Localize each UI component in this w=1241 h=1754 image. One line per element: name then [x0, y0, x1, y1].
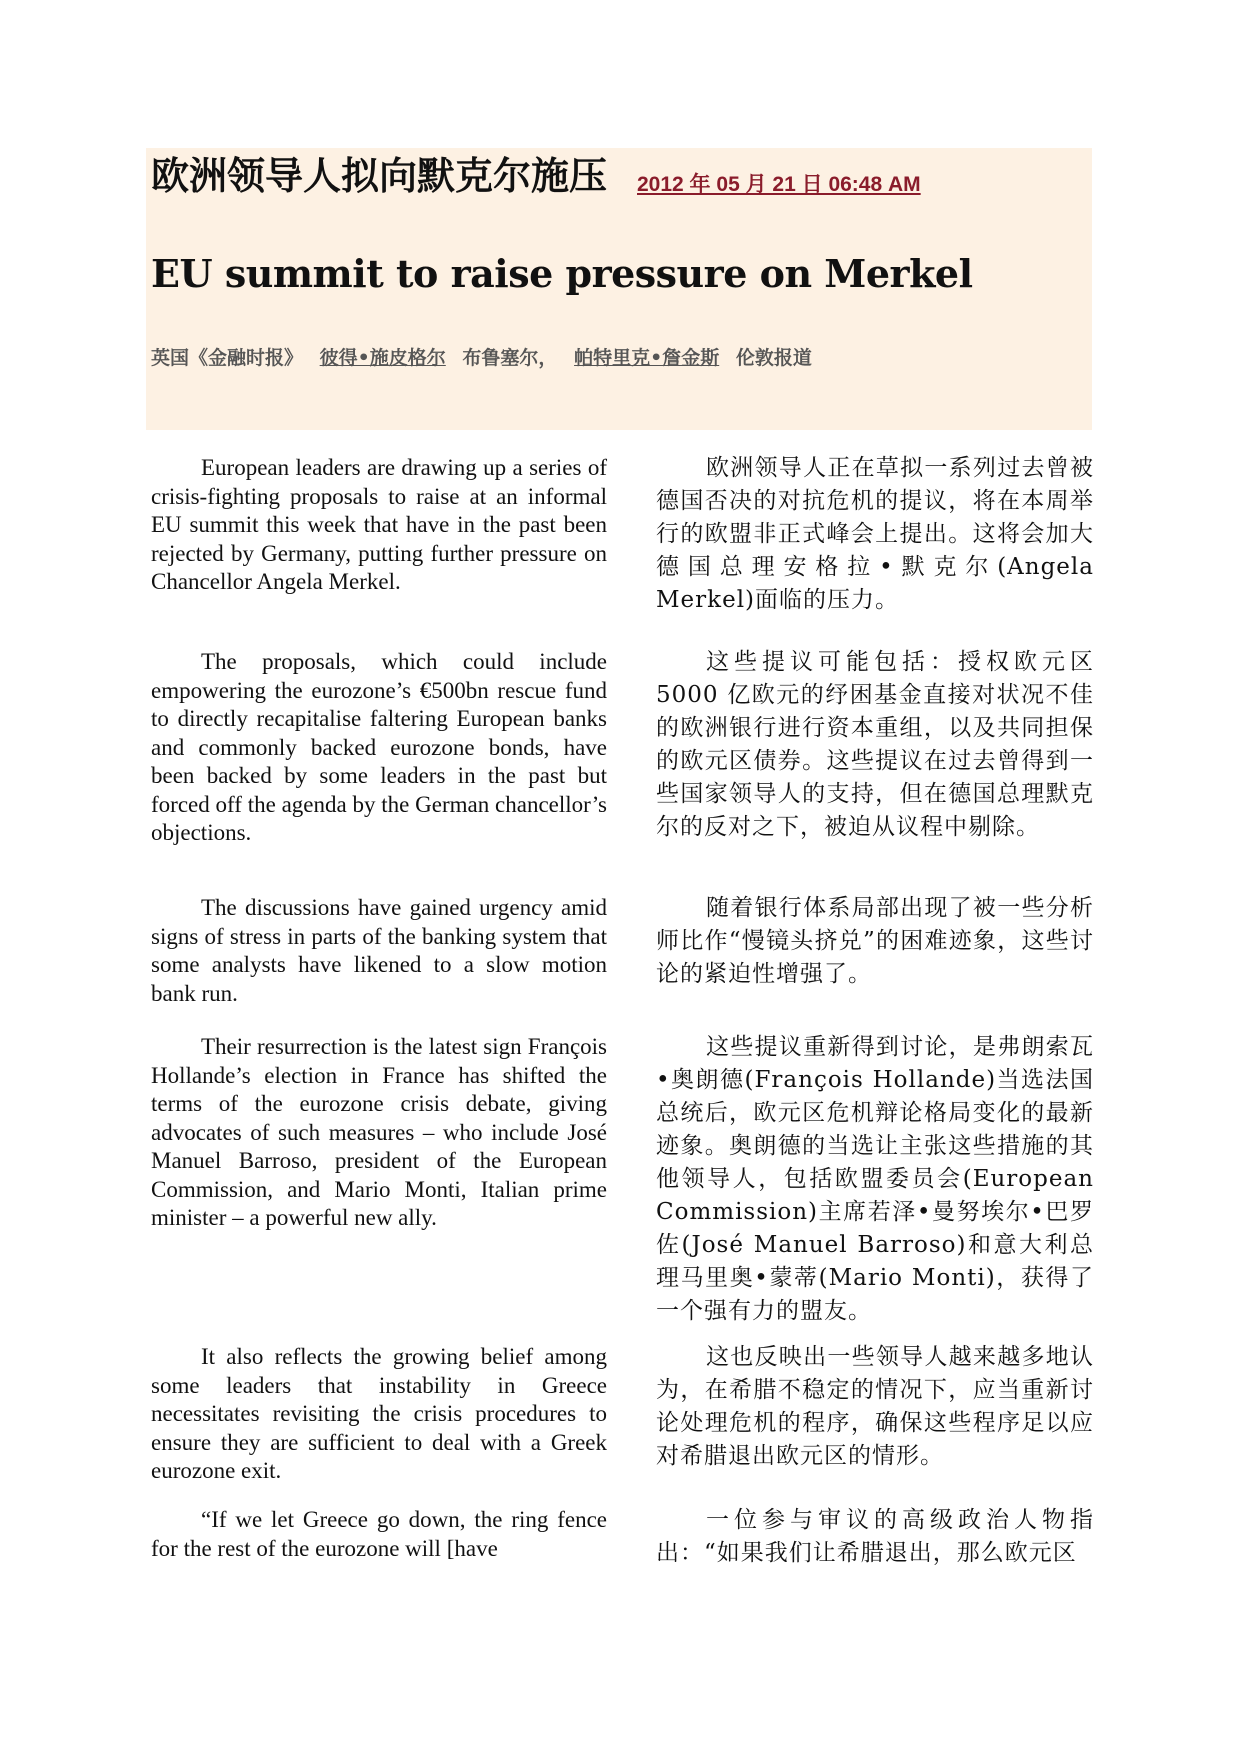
en-paragraph-6: “If we let Greece go down, the ring fence for the rest of the eurozone will [have [151, 1507, 607, 1561]
byline-source: 英国《金融时报》 [151, 347, 304, 369]
chinese-headline: 欧洲领导人拟向默克尔施压 [151, 154, 608, 198]
author-link-patrick-jenkins[interactable]: 帕特里克•詹金斯 [574, 347, 720, 369]
byline-place-brussels: 布鲁塞尔， [462, 347, 558, 369]
cn-paragraph-1: 欧洲领导人正在草拟一系列过去曾被德国否决的对抗危机的提议，将在本周举行的欧盟非正式峰会上提出。这将会加大德国总理安格拉•默克尔(Angela Merkel)面临的压力。 [656, 455, 1094, 613]
en-paragraph-4: Their resurrection is the latest sign François Hollande’s election in France has shifted the terms of the eurozone crisis debate, giving advocates of such measures – who include José Manuel Barroso, president of the European Commission, and Mario Monti, Italian prime minister – a powerful new ally. [151, 1034, 607, 1230]
en-paragraph-1: European leaders are drawing up a series of crisis-fighting proposals to raise at an informal EU summit this week that have in the past been rejected by Germany, putting further pressure on Chancellor Angela Merkel. [151, 455, 607, 594]
cn-paragraph-5: 这也反映出一些领导人越来越多地认为，在希腊不稳定的情况下，应当重新讨论处理危机的程序，确保这些程序足以应对希腊退出欧元区的情形。 [656, 1344, 1094, 1469]
byline-place-london: 伦敦报道 [735, 347, 812, 369]
en-paragraph-3: The discussions have gained urgency amid signs of stress in parts of the banking system that some analysts have likened to a slow motion bank run. [151, 895, 607, 1006]
author-link-peter-spiegel[interactable]: 彼得•施皮格尔 [319, 347, 446, 369]
byline [151, 343, 822, 370]
english-headline: EU summit to raise pressure on Merkel [151, 251, 973, 296]
cn-paragraph-4: 这些提议重新得到讨论，是弗朗索瓦•奥朗德(François Hollande)当选法国总统后，欧元区危机辩论格局变化的最新迹象。奥朗德的当选让主张这些措施的其他领导人，包括欧盟委员会(European Commission)主席若泽•曼努埃尔•巴罗佐(José Manuel Barroso)和意大利总理马里奥•蒙蒂(Mario Monti)，获得了一个强有力的盟友。 [656, 1034, 1094, 1324]
en-paragraph-5: It also reflects the growing belief among some leaders that instability in Greece necessitates revisiting the crisis procedures to ensure they are sufficient to deal with a Greek eurozone exit. [151, 1344, 607, 1483]
publish-timestamp-link[interactable]: 2012 年 05 月 21 日 06:48 AM [637, 173, 921, 196]
cn-paragraph-2: 这些提议可能包括：授权欧元区5000 亿欧元的纾困基金直接对状况不佳的欧洲银行进行资本重组，以及共同担保的欧元区债券。这些提议在过去曾得到一些国家领导人的支持，但在德国总理默克尔的反对之下，被迫从议程中剔除。 [656, 649, 1094, 840]
en-paragraph-2: The proposals, which could include empowering the eurozone’s €500bn rescue fund to directly recapitalise faltering European banks and commonly backed eurozone bonds, have been backed by some leaders in the past but forced off the agenda by the German chancellor’s objections. [151, 649, 607, 845]
cn-paragraph-6: 一位参与审议的高级政治人物指出：“如果我们让希腊退出，那么欧元区 [656, 1507, 1094, 1566]
cn-paragraph-3: 随着银行体系局部出现了被一些分析师比作“慢镜头挤兑”的困难迹象，这些讨论的紧迫性增强了。 [656, 895, 1094, 987]
